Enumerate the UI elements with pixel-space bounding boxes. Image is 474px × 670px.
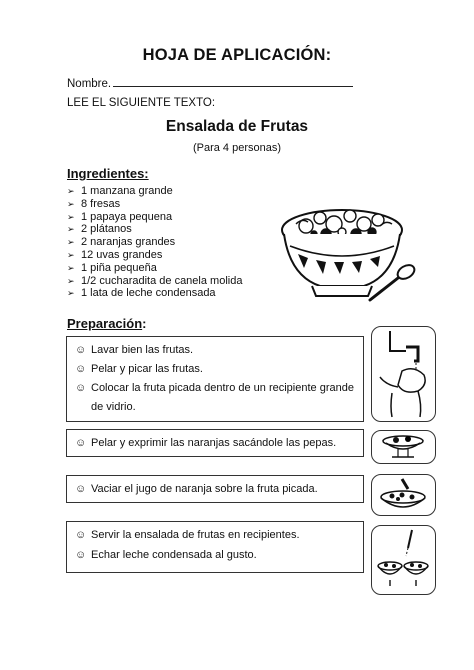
list-item: ☺ Echar leche condensada al gusto. xyxy=(75,549,257,561)
step-continuation: de vidrio. xyxy=(91,401,136,413)
name-underline xyxy=(113,76,353,87)
smiley-icon: ☺ xyxy=(75,363,87,375)
list-item: ➢ 2 plátanos xyxy=(67,223,132,236)
arrow-bullet-icon: ➢ xyxy=(67,275,75,286)
list-item: ➢ 1 manzana grande xyxy=(67,185,173,197)
smiley-icon: ☺ xyxy=(75,529,87,541)
arrow-bullet-icon: ➢ xyxy=(67,237,75,248)
preparation-heading: Preparación: xyxy=(67,316,147,331)
serving-cups-icon xyxy=(372,526,435,594)
name-field[interactable] xyxy=(67,76,353,90)
page-title: HOJA DE APLICACIÓN: xyxy=(142,46,332,64)
arrow-bullet-icon: ➢ xyxy=(67,224,75,235)
step-box-2 xyxy=(66,429,364,457)
orange-juicer-picture xyxy=(371,430,436,464)
list-item: ➢ 1 lata de leche condensada xyxy=(67,287,216,300)
smiley-icon: ☺ xyxy=(75,344,87,356)
list-item: ☺ Lavar bien las frutas. xyxy=(75,344,194,356)
list-item: ➢ 1/2 cucharadita de canela molida xyxy=(67,274,243,287)
arrow-bullet-icon: ➢ xyxy=(67,288,75,299)
step-box-3 xyxy=(66,475,364,503)
list-item: ☺ Pelar y exprimir las naranjas sacándole las pepas. xyxy=(75,437,337,449)
smiley-icon: ☺ xyxy=(75,549,87,561)
faucet-icon xyxy=(372,327,435,421)
arrow-bullet-icon: ➢ xyxy=(67,211,75,222)
list-item: ➢ 8 fresas xyxy=(67,197,121,210)
list-item: ➢ 2 naranjas grandes xyxy=(67,236,176,249)
smiley-icon: ☺ xyxy=(75,382,87,394)
ingredients-list xyxy=(67,185,242,300)
arrow-bullet-icon: ➢ xyxy=(67,249,75,260)
washing-hands-picture xyxy=(371,326,436,422)
step-box-4 xyxy=(66,521,364,573)
list-item: ☺ Colocar la fruta picada dentro de un recipiente grande xyxy=(75,382,354,394)
list-item: ➢ 1 papaya pequena xyxy=(67,210,173,223)
ingredients-heading: Ingredientes: xyxy=(67,166,149,181)
fruit-bowl-icon xyxy=(276,196,426,314)
arrow-bullet-icon: ➢ xyxy=(67,186,75,196)
list-item: ☺ Servir la ensalada de frutas en recipientes. xyxy=(75,529,300,541)
list-item: ☺ Pelar y picar las frutas. xyxy=(75,363,203,375)
reading-instruction: LEE EL SIGUIENTE TEXTO: xyxy=(67,97,216,109)
list-item: ☺ Vaciar el jugo de naranja sobre la fruta picada. xyxy=(75,483,318,495)
list-item: ➢ 12 uvas grandes xyxy=(67,248,163,261)
name-label: Nombre. xyxy=(67,78,112,90)
arrow-bullet-icon: ➢ xyxy=(67,262,75,273)
smiley-icon: ☺ xyxy=(75,483,87,495)
bowl-pour-icon xyxy=(372,475,435,515)
step-box-1 xyxy=(66,336,364,422)
pouring-juice-picture xyxy=(371,474,436,516)
smiley-icon: ☺ xyxy=(75,437,87,449)
recipe-title: Ensalada de Frutas xyxy=(165,118,309,135)
list-item: ➢ 1 piña pequeña xyxy=(67,261,157,274)
servings-note: (Para 4 personas) xyxy=(192,142,282,154)
juicer-icon xyxy=(372,431,435,463)
arrow-bullet-icon: ➢ xyxy=(67,198,75,209)
serving-cups-picture xyxy=(371,525,436,595)
